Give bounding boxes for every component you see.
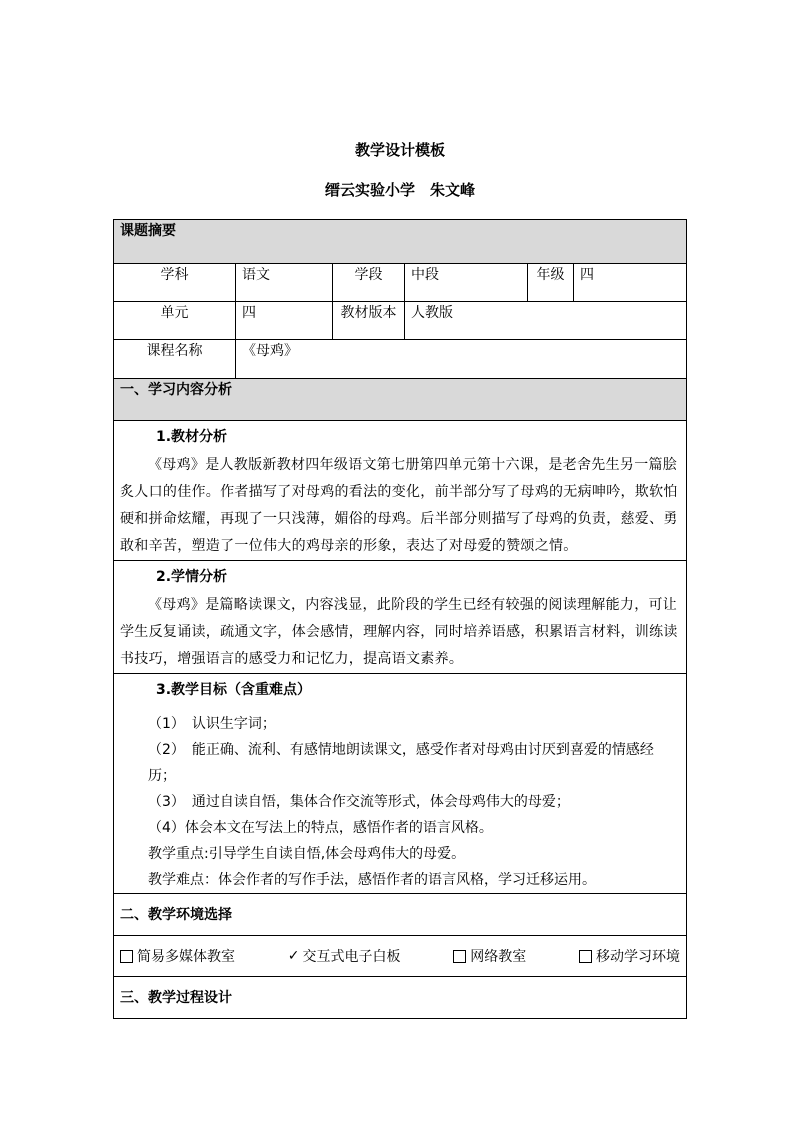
goal-item: （2） 能正确、流利、有感情地朗读课文，感受作者对母鸡由讨厌到喜爱的情感经历；	[148, 742, 654, 784]
env-option-label: 简易多媒体教室	[137, 949, 235, 965]
grade-label: 年级	[528, 264, 574, 302]
env-option-label: 网络教室	[470, 949, 527, 965]
env-option-network[interactable]	[453, 946, 526, 966]
student-analysis-cell	[114, 561, 687, 674]
environment-options	[120, 946, 680, 966]
checkbox-unchecked-icon[interactable]	[120, 950, 133, 963]
env-option-whiteboard[interactable]	[288, 946, 401, 966]
unit-label: 单元	[114, 302, 236, 340]
grade-value: 四	[574, 264, 687, 302]
goal-item: （3） 通过自读自悟，集体合作交流等形式，体会母鸡伟大的母爱；	[148, 794, 570, 810]
material-analysis-cell	[114, 421, 687, 561]
edition-label: 教材版本	[333, 302, 405, 340]
env-option-label: 交互式电子白板	[302, 949, 401, 965]
course-label: 课程名称	[114, 340, 236, 379]
student-analysis-title: 2.学情分析	[156, 569, 228, 585]
env-option-label: 移动学习环境	[595, 949, 680, 965]
student-analysis-text: 《母鸡》是篇略读课文，内容浅显，此阶段的学生已经有较强的阅读理解能力，可让学生反复诵读，疏通文字，体会感情，理解内容，同时培养语感，积累语言材料，训练读书技巧，增强语言的感受力和记忆力，提高语文素养。	[120, 597, 678, 667]
material-analysis-title: 1.教材分析	[156, 429, 228, 445]
env-option-multimedia[interactable]	[120, 946, 235, 966]
section1-header: 一、学习内容分析	[114, 379, 687, 421]
section3-header: 三、教学过程设计	[114, 977, 687, 1019]
teaching-goals-cell	[114, 674, 687, 894]
stage-label: 学段	[333, 264, 405, 302]
document-subtitle: 缙云实验小学 朱文峰	[324, 181, 475, 199]
stage-value: 中段	[405, 264, 528, 302]
section2-header: 二、教学环境选择	[114, 894, 687, 936]
edition-value: 人教版	[405, 302, 687, 340]
checkbox-unchecked-icon[interactable]	[579, 950, 592, 963]
key-point: 教学重点:引导学生自读自悟,体会母鸡伟大的母爱。	[148, 846, 466, 862]
environment-options-cell	[114, 936, 687, 977]
difficulty-point: 教学难点：体会作者的写作手法，感悟作者的语言风格，学习迁移运用。	[148, 872, 596, 888]
summary-header: 课题摘要	[114, 220, 687, 264]
goal-item: （1） 认识生字词；	[148, 716, 276, 732]
goal-item: （4）体会本文在写法上的特点，感悟作者的语言风格。	[148, 820, 493, 836]
checkmark-icon[interactable]: ✓	[287, 948, 300, 964]
subject-value: 语文	[236, 264, 333, 302]
subject-label: 学科	[114, 264, 236, 302]
lesson-plan-table	[113, 219, 687, 1019]
unit-value: 四	[236, 302, 333, 340]
env-option-mobile[interactable]	[579, 946, 680, 966]
document-title: 教学设计模板	[354, 141, 445, 159]
teaching-goals-title: 3.教学目标（含重难点）	[156, 682, 312, 698]
material-analysis-text: 《母鸡》是人教版新教材四年级语文第七册第四单元第十六课，是老舍先生另一篇脍炙人口的佳作。作者描写了对母鸡的看法的变化，前半部分写了母鸡的无病呻吟，欺软怕硬和拼命炫耀，再现了一只浅薄，媚俗的母鸡。后半部分则描写了母鸡的负责，慈爱、勇敢和辛苦，塑造了一位伟大的鸡母亲的形象，表达了对母爱的赞颂之情。	[120, 457, 678, 554]
course-value: 《母鸡》	[236, 340, 687, 379]
checkbox-unchecked-icon[interactable]	[453, 950, 466, 963]
